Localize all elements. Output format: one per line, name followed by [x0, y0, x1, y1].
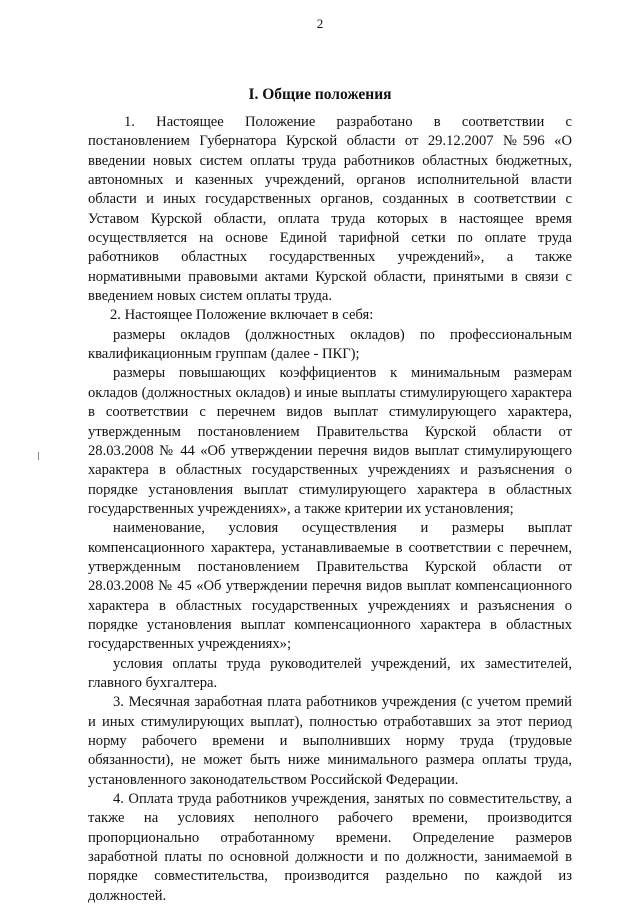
- list-item-manager-pay-conditions: условия оплаты труда руководителей учреждений, их заместителей, главного бухгалтера.: [88, 655, 572, 691]
- list-item-compensation-payments: наименование, условия осуществления и размеры выплат компенсационного характера, устанавливаемые в соответствии с перечнем, утвержденным постановлением Правительства Курской области от 28.03.2008 № 45 «Об утверждении перечня видов выплат компенсационного характера в областных государственных учреждениях и разъяснения о порядке установления выплат компенсационного характера в областных государственных учреждениях»;: [88, 520, 572, 653]
- document-body: [88, 113, 572, 906]
- list-item-salaries: размеры окладов (должностных окладов) по профессиональным квалификационным группам (далее - ПКГ);: [88, 326, 572, 363]
- paragraph-3: 3. Месячная заработная плата работников учреждения (с учетом премий и иных стимулирующих выплат), полностью отработавших за этот период норму рабочего времени и выполнивших норму труда (трудовые обязанности), не может быть ниже минимального размера оплаты труда, установленного законодательством Российской Федерации.: [88, 694, 572, 788]
- paragraph-1: 1. Настоящее Положение разработано в соответствии с постановлением Губернатора Курской области от 29.12.2007 №596 «О введении новых систем оплаты труда работников областных бюджетных, автономных и казенных учреждений, органов исполнительной власти области и иных государственных органов, созданных в соответствии с Уставом Курской области, оплата труда которых в настоящее время осуществляется на основе Единой тарифной сетки по оплате труда работников областных государственных учреждений», а также нормативными правовыми актами Курской области, принятыми в связи с введением новых систем оплаты труда.: [88, 114, 572, 305]
- section-title: I. Общие положения: [248, 86, 392, 103]
- list-item-incentive-coefficients: размеры повышающих коэффициентов к минимальным размерам окладов (должностных окладов) и иные выплаты стимулирующего характера в соответствии с перечнем видов выплат стимулирующего характера, утвержденным постановлением Правительства Курской области от 28.03.2008 № 44 «Об утверждении перечня видов выплат стимулирующего характера в областных государственных учреждениях и разъяснения о порядке установления выплат стимулирующего характера в областных государственных учреждениях», а также критерии их установления;: [88, 365, 572, 517]
- margin-mark: [38, 452, 39, 460]
- paragraph-4: 4. Оплата труда работников учреждения, занятых по совместительству, а также на условиях неполного рабочего времени, производится пропорционально отработанному времени. Определение размеров заработной платы по основной должности и по должности, занимаемой в порядке совместительства, производится раздельно по каждой из должностей.: [88, 791, 572, 904]
- paragraph-2: 2. Настоящее Положение включает в себя:: [110, 307, 374, 324]
- page-number: 2: [316, 16, 324, 31]
